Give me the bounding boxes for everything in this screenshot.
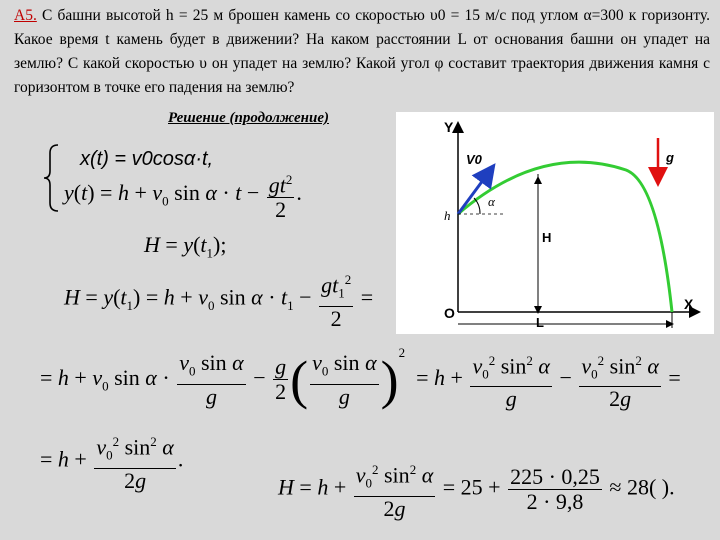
height-label: h [444,208,451,223]
angle-label: α [488,194,495,209]
origin-label: O [444,305,455,321]
system-brace [44,143,60,213]
problem-number: А5. [14,7,37,24]
equation-h-numeric: H = h + $\frac{v_0^2 \sin^2 \alpha}{2g}$ = 25 + $\frac{225 \cdot 0,25}{2 \cdot 9,8}$ ≈ 28( ). [278,458,675,521]
velocity-label: V0 [466,152,482,167]
range-label: L [536,315,544,330]
axis-y-label: Y [444,119,454,135]
equation-h-def: $H = y(t_1)$; [144,232,227,261]
trajectory-svg [396,112,714,334]
equation-h-sub: $H = y(t_1) = h + v_0$ $\sin \alpha \cdot t_1$ − $\frac{gt_1^2}{2}$ = [64,268,373,331]
equation-h-expand: = $h + v_0$ sin α · $\frac{v_0 \sin \alpha}{g}$ − $\frac{g}{2}$ ( $\frac{v_0 \sin \alpha}{g}$ )$^2$ = h + $\frac{v_0^2 \sin^2 \alpha}{g}$ − $\frac{v_0^2 \sin^2 \alpha}{2g}$ = [40,345,681,412]
solution-title: Решение (продолжение) [168,110,329,126]
equation-x-text: x(t) = v0cosα·t, [80,148,214,170]
problem-text: С башни высотой h = 25 м брошен камень со скоростью υ0 = 15 м/с под углом α=300 к горизонту. Какое время t камень будет в движении? На каком расстоянии L от основания башни он упадет на землю? С какой скоростью υ он упадет на землю? Какой угол φ составит траектория движения камня с горизонтом в точке его падения на землю? [14,7,710,96]
trajectory-diagram [396,112,714,334]
axis-x-label: X [684,296,694,312]
trajectory-curve [458,162,672,312]
max-height-label: H [542,230,552,245]
equation-y: $y(t) = h + v_0$ sin α · t − $\frac{gt^2}{2}$ . [64,168,302,222]
problem-statement [14,4,710,100]
gravity-label: g [666,150,674,165]
equation-h-final: = h + $\frac{v_0^2 \sin^2 \alpha}{2g}$ . [40,430,183,493]
